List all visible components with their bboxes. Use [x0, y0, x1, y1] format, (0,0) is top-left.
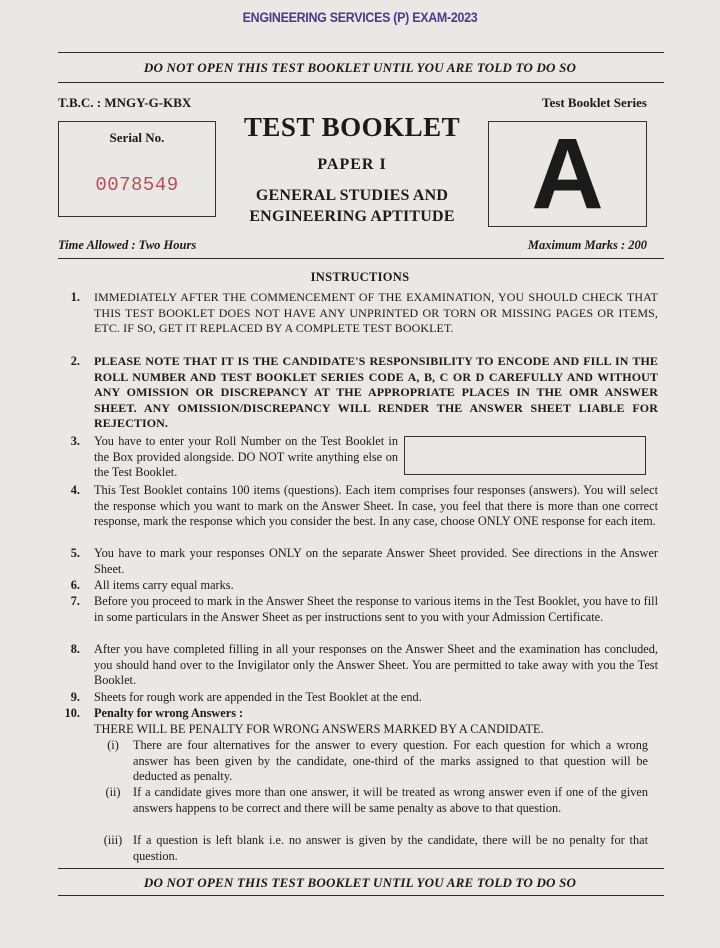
- penalty-clause: (i) There are four alternatives for the answer to every question. For each question for which a wrong answer has been given by the candidate, one-third of the marks assigned to that question will be deducted as penalty.: [107, 738, 648, 784]
- tbc-code: T.B.C. : MNGY-G-KBX: [58, 95, 192, 110]
- bottom-warning: DO NOT OPEN THIS TEST BOOKLET UNTIL YOU ARE TOLD TO DO SO: [143, 875, 577, 890]
- bottom-rule-lower: [58, 895, 664, 896]
- subject-line-1: GENERAL STUDIES AND: [255, 187, 449, 204]
- penalty-clause: (ii) If a candidate gives more than one answer, it will be treated as wrong answer even if one of the given answers happens to be correct and there will be same penalty as above to that question.: [105, 785, 648, 815]
- series-label: Test Booklet Series: [542, 95, 647, 110]
- exam-stamp: ENGINEERING SERVICES (P) EXAM-2023: [242, 10, 478, 25]
- series-code-box: [488, 118, 647, 230]
- time-allowed: Time Allowed : Two Hours: [58, 238, 197, 252]
- instruction-item: 1. IMMEDIATELY AFTER THE COMMENCEMENT OF THE EXAMINATION, YOU SHOULD CHECK THAT THIS TEST BOOKLET DOES NOT HAVE ANY UNPRINTED OR TORN OR MISSING PAGES OR ITEMS, ETC. IF SO, GET IT REPLACED BY A COMPLETE TEST BOOKLET.: [70, 290, 658, 336]
- booklet-title: TEST BOOKLET: [243, 112, 461, 142]
- penalty-title: Penalty for wrong Answers :: [94, 706, 244, 720]
- serial-number-box: [58, 121, 216, 217]
- instruction-item: 4. This Test Booklet contains 100 items (questions). Each item comprises four responses (answers). You will select the response which you want to mark on the Answer Sheet. In case, you feel that there is more than one correct response, mark the response which you consider the best. In any case, choose ONLY ONE response for each item.: [70, 483, 658, 529]
- maximum-marks: Maximum Marks : 200: [527, 238, 647, 252]
- instruction-item: 3. You have to enter your Roll Number on the Test Booklet in the Box provided alongside. DO NOT write anything else on the Test Booklet.: [70, 434, 398, 480]
- top-rule: [58, 52, 664, 53]
- top-warning: DO NOT OPEN THIS TEST BOOKLET UNTIL YOU ARE TOLD TO DO SO: [143, 60, 577, 75]
- subject-line-2: ENGINEERING APTITUDE: [249, 208, 455, 225]
- penalty-clause: (iii) If a question is left blank i.e. no answer is given by the candidate, there will be no penalty for that question.: [103, 833, 648, 863]
- instruction-item: 6. All items carry equal marks.: [70, 578, 234, 592]
- instruction-item: 7. Before you proceed to mark in the Answer Sheet the response to various items in the Test Booklet, you have to fill in some particulars in the Answer Sheet as per instructions sent to you with your Admission Certificate.: [70, 594, 658, 624]
- header-rule: [58, 258, 664, 259]
- instructions-heading: INSTRUCTIONS: [310, 270, 410, 284]
- instruction-item: 5. You have to mark your responses ONLY on the separate Answer Sheet provided. See directions in the Answer Sheet.: [70, 546, 658, 576]
- serial-number: 0078549: [95, 174, 179, 196]
- instruction-item-penalty: 10. Penalty for wrong Answers : THERE WILL BE PENALTY FOR WRONG ANSWERS MARKED BY A CANDIDATE.: [58, 706, 658, 737]
- bottom-rule: [58, 868, 664, 869]
- serial-label: Serial No.: [109, 130, 165, 145]
- roll-number-box[interactable]: [404, 436, 646, 475]
- paper-label: PAPER I: [317, 156, 387, 173]
- instruction-item: 9. Sheets for rough work are appended in the Test Booklet at the end.: [70, 690, 422, 704]
- top-rule-lower: [58, 82, 664, 83]
- penalty-intro: THERE WILL BE PENALTY FOR WRONG ANSWERS MARKED BY A CANDIDATE.: [94, 721, 544, 736]
- series-code: A: [531, 118, 604, 230]
- instruction-item: 2. PLEASE NOTE THAT IT IS THE CANDIDATE'S RESPONSIBILITY TO ENCODE AND FILL IN THE ROLL NUMBER AND TEST BOOKLET SERIES CODE A, B, C OR D CAREFULLY AND WITHOUT ANY OMISSION OR DISCREPANCY AT THE APPROPRIATE PLACES IN THE OMR ANSWER SHEET. ANY OMISSION/DISCREPANCY WILL RENDER THE ANSWER SHEET LIABLE FOR REJECTION.: [70, 354, 658, 431]
- instruction-item: 8. After you have completed filling in all your responses on the Answer Sheet and the examination has concluded, you should hand over to the Invigilator only the Answer Sheet. You are permitted to take away with you the Test Booklet.: [70, 642, 658, 688]
